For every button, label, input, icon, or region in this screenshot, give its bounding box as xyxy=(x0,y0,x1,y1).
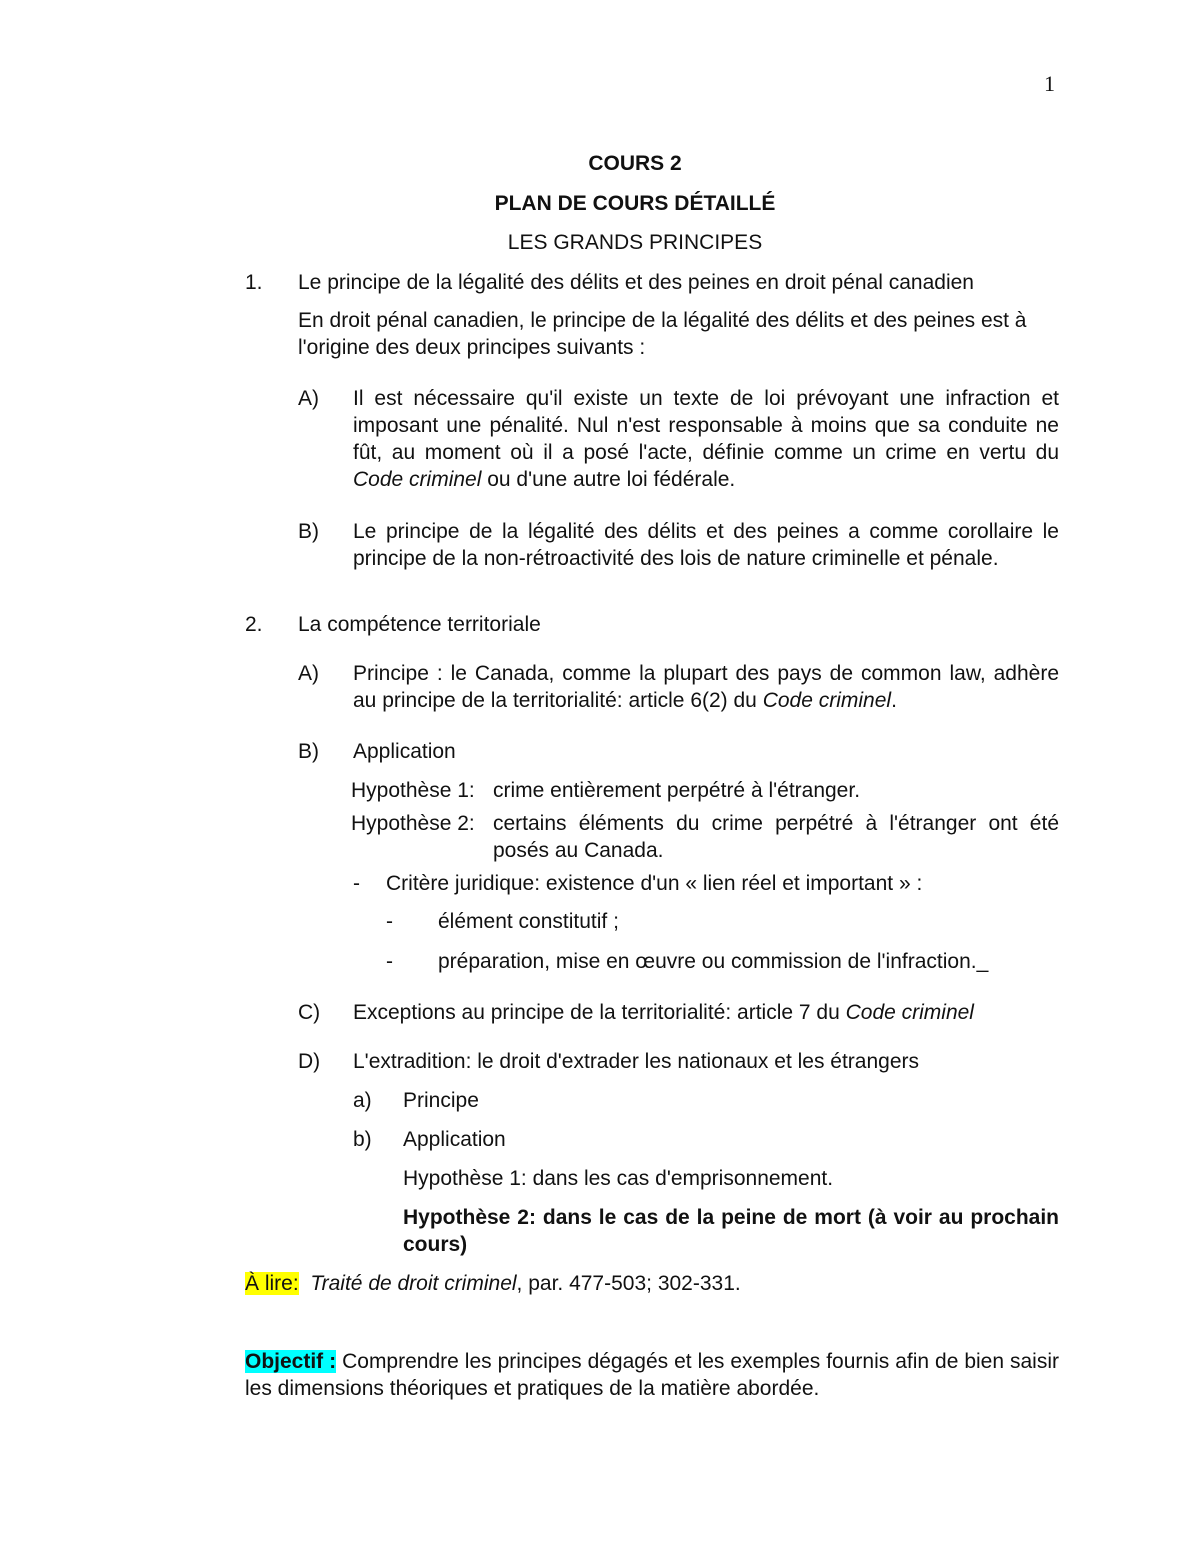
s2-b-label: B) xyxy=(298,740,319,763)
reading-book-title: Traité de droit criminel xyxy=(310,1272,517,1295)
reading-label: À lire: xyxy=(245,1272,299,1295)
section-1-intro: En droit pénal canadien, le principe de la légalité des délits et des peines est à l'origine des deux principes suivants : xyxy=(298,309,1027,359)
hypothesis-2-text: certains éléments du crime perpétré à l'étranger ont été posés au Canada. xyxy=(493,812,1059,862)
s1-b-paragraph: Le principe de la légalité des délits et des peines a comme corollaire le principe de la non-rétroactivité des lois de nature criminelle et pénale. xyxy=(353,520,1059,570)
hypothesis-1-text: crime entièrement perpétré à l'étranger. xyxy=(493,779,861,802)
objective-label: Objectif : xyxy=(245,1350,337,1373)
s2-d-a-text: Principe xyxy=(403,1089,479,1112)
hypothesis-1-label: Hypothèse 1: xyxy=(351,779,475,802)
section-heading: LES GRANDS PRINCIPES xyxy=(507,231,763,254)
bullet-2-dash: - xyxy=(386,950,393,973)
extradition-hypothesis-2: Hypothèse 2: dans le cas de la peine de mort (à voir au prochain cours) xyxy=(403,1206,1059,1256)
course-title: COURS 2 xyxy=(588,152,682,175)
section-1-number: 1. xyxy=(245,271,263,294)
s2-d-label: D) xyxy=(298,1050,321,1073)
s2-a-paragraph: Principe : le Canada, comme la plupart des pays de common law, adhère au principe de la territorialité: article 6(2) du Code criminel. xyxy=(353,662,1059,712)
section-2-number: 2. xyxy=(245,613,263,636)
criterion-text: Critère juridique: existence d'un « lien réel et important » : xyxy=(386,872,923,895)
bullet-1-dash: - xyxy=(386,910,393,933)
course-subtitle: PLAN DE COURS DÉTAILLÉ xyxy=(494,192,776,215)
s1-b-label: B) xyxy=(298,520,319,543)
s2-d-a-label: a) xyxy=(353,1089,372,1112)
objective-paragraph: Objectif : Comprendre les principes dégagés et les exemples fournis afin de bien saisir les dimensions théoriques et pratiques de la matière abordée. xyxy=(245,1350,1059,1400)
hypothesis-2-label: Hypothèse 2: xyxy=(351,812,475,835)
s2-c-text: Exceptions au principe de la territorialité: article 7 du Code criminel xyxy=(353,1001,974,1024)
s2-d-b-label: b) xyxy=(353,1128,372,1151)
section-1-title: Le principe de la légalité des délits et des peines en droit pénal canadien xyxy=(298,271,974,294)
s1-a-paragraph: Il est nécessaire qu'il existe un texte de loi prévoyant une infraction et imposant une pénalité. Nul n'est responsable à moins que sa conduite ne fût, au moment où il a posé l'acte, définie comme un crime en vertu du Code criminel ou d'une autre loi fédérale. xyxy=(353,387,1059,491)
s1-a-label: A) xyxy=(298,387,319,410)
page-number: 1 xyxy=(1044,71,1055,96)
s2-d-b-text: Application xyxy=(403,1128,506,1151)
reading-line: À lire: Traité de droit criminel, par. 477-503; 302-331. xyxy=(245,1272,741,1295)
s2-c-label: C) xyxy=(298,1001,321,1024)
criterion-dash: - xyxy=(353,872,360,895)
bullet-2-text: préparation, mise en œuvre ou commission de l'infraction._ xyxy=(438,950,989,973)
s2-a-label: A) xyxy=(298,662,319,685)
extradition-hypothesis-1: Hypothèse 1: dans les cas d'emprisonnement. xyxy=(403,1167,834,1190)
bullet-1-text: élément constitutif ; xyxy=(438,910,619,933)
s2-d-text: L'extradition: le droit d'extrader les nationaux et les étrangers xyxy=(353,1050,920,1073)
section-2-title: La compétence territoriale xyxy=(298,613,541,636)
s2-b-title: Application xyxy=(353,740,456,763)
